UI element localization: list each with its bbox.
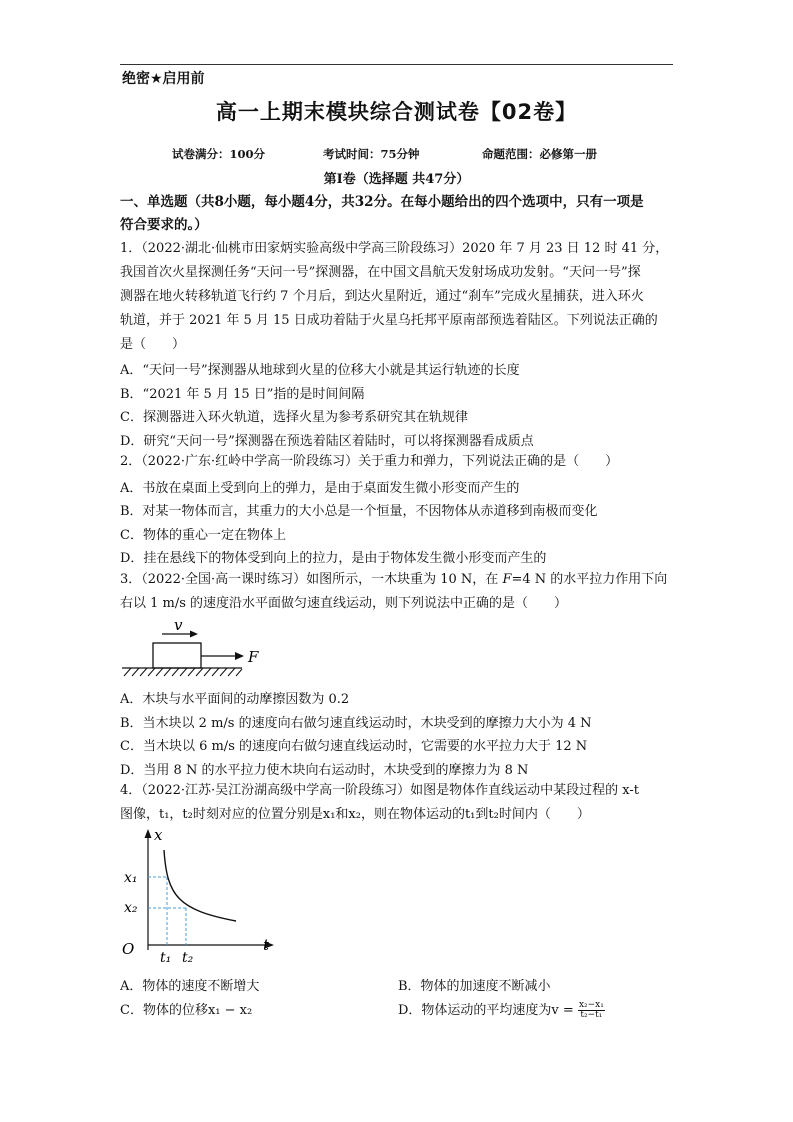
page-title: 高一上期末模块综合测试卷【02卷】 <box>215 100 578 124</box>
q4-option-c: C．物体的位移x₁ − x₂ <box>120 1003 253 1018</box>
x-axis-arrow <box>145 829 152 838</box>
q3-stem-line2: 右以 1 m/s 的速度沿水平面做匀速直线运动，则下列说法中正确的是（ ） <box>120 596 568 611</box>
q1-stem-line2: 我国首次火星探测任务“天问一号”探测器，在中国文昌航天发射场成功发射。“天问一号”探 <box>120 265 641 280</box>
average-velocity-fraction <box>578 1001 605 1020</box>
x1-label: x₁ <box>124 870 138 886</box>
force-arrow-head <box>235 652 244 660</box>
fraction-denominator: t₂−t₁ <box>580 1010 603 1020</box>
section-heading-line1: 一、单选题（共8小题，每小题4分，共32分。在每小题给出的四个选项中，只有一项是 <box>120 194 644 210</box>
exam-scope: 命题范围：必修第一册 <box>482 147 597 161</box>
q2-option-c: C．物体的重心一定在物体上 <box>120 528 286 543</box>
q4-option-a: A．物体的速度不断增大 <box>120 979 260 994</box>
ground-hatching <box>124 668 242 676</box>
q2-option-b: B．对某一物体而言，其重力的大小总是一个恒量，不因物体从赤道移到南极而变化 <box>120 504 598 519</box>
force-label: F <box>248 648 259 666</box>
q4-xt-graph <box>118 826 283 966</box>
section-heading-line2: 符合要求的。） <box>120 217 208 233</box>
x-axis-label: x <box>154 826 163 844</box>
q2-stem: 2．（2022·广东·红岭中学高一阶段练习）关于重力和弹力，下列说法正确的是（ ） <box>120 454 619 469</box>
q3-force-symbol: F <box>502 572 512 587</box>
q3-option-c: C．当木块以 6 m/s 的速度向右做匀速直线运动时，它需要的水平拉力大于 12 N <box>120 739 588 754</box>
q3-block-figure <box>118 612 278 682</box>
wooden-block <box>153 643 201 668</box>
q1-option-b: B．“2021 年 5 月 15 日”指的是时间间隔 <box>120 387 365 402</box>
q1-stem-line5: 是（ ） <box>120 337 186 352</box>
q4-stem-line2: 图像，t₁，t₂时刻对应的位置分别是x₁和x₂，则在物体运动的t₁到t₂时间内（ ） <box>120 807 590 822</box>
q4-option-d <box>398 999 605 1020</box>
q2-option-d: D．挂在悬线下的物体受到向上的拉力，是由于物体发生微小形变而产生的 <box>120 551 547 566</box>
fraction-numerator: x₂−x₁ <box>578 1000 604 1010</box>
q1-stem-line1: 1．（2022·湖北·仙桃市田家炳实验高级中学高三阶段练习）2020 年 7 月 23 日 12 时 41 分， <box>120 241 669 256</box>
velocity-arrow-head <box>190 631 198 638</box>
origin-label: O <box>122 940 135 958</box>
q3-option-b: B．当木块以 2 m/s 的速度向右做匀速直线运动时，木块受到的摩擦力大小为 4 N <box>120 716 592 731</box>
q3-stem-line1-a: 3．（2022·全国·高一课时练习）如图所示，一木块重为 10 N，在 <box>120 572 503 587</box>
full-score: 试卷满分：100分 <box>172 147 266 161</box>
q3-option-a: A．木块与水平面间的动摩擦因数为 0.2 <box>120 692 350 707</box>
q3-stem-line1 <box>120 571 667 589</box>
t1-label: t₁ <box>160 950 172 966</box>
q1-option-a: A．“天问一号”探测器从地球到火星的位移大小就是其运行轨迹的长度 <box>120 363 520 378</box>
q2-option-a: A．书放在桌面上受到向上的弹力，是由于桌面发生微小形变而产生的 <box>120 481 520 496</box>
header-rule <box>120 64 673 65</box>
xt-curve <box>164 850 236 921</box>
t-axis-label: t <box>263 936 270 954</box>
q4-option-b: B．物体的加速度不断减小 <box>398 979 551 994</box>
q4-stem-line1: 4．（2022·江苏·吴江汾湖高级中学高一阶段练习）如图是物体作直线运动中某段过程的 x-t <box>120 783 639 798</box>
velocity-label: v <box>174 616 183 634</box>
q4-option-d-text: D．物体运动的平均速度为v = <box>398 1003 578 1018</box>
part-heading: 第Ⅰ卷（选择题 共47分） <box>323 172 470 187</box>
x2-label: x₂ <box>124 900 138 916</box>
secret-label: 绝密★启用前 <box>122 71 205 87</box>
t2-label: t₂ <box>182 950 194 966</box>
q1-stem-line3: 测器在地火转移轨道飞行约 7 个月后，到达火星附近，通过“刹车”完成火星捕获，进入环火 <box>120 289 644 304</box>
q3-option-d: D．当用 8 N 的水平拉力使木块向右运动时，木块受到的摩擦力为 8 N <box>120 763 529 778</box>
section-heading <box>120 191 676 237</box>
q3-stem-line1-b: =4 N 的水平拉力作用下向 <box>511 572 668 587</box>
q1-option-c: C．探测器进入环火轨道，选择火星为参考系研究其在轨规律 <box>120 410 468 425</box>
q1-stem-line4: 轨道，并于 2021 年 5 月 15 日成功着陆于火星乌托邦平原南部预选着陆区。下列说法正确的 <box>120 313 658 328</box>
exam-time: 考试时间：75分钟 <box>323 147 420 161</box>
q1-option-d: D．研究“天问一号”探测器在预选着陆区着陆时，可以将探测器看成质点 <box>120 434 534 449</box>
